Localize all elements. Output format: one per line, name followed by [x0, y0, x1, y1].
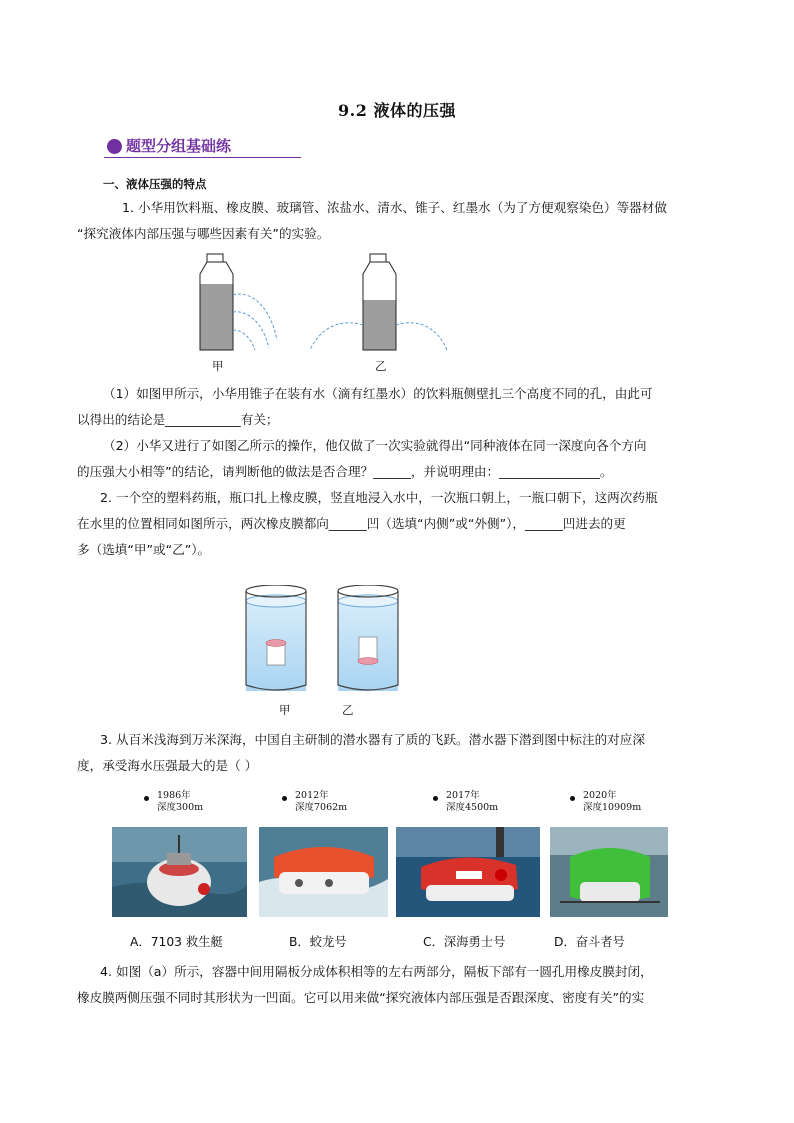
q3-line2: 度，承受海水压强最大的是（ ） — [77, 758, 258, 773]
q1-caption-yi: 乙 — [375, 359, 387, 373]
section-title: 题型分组基础练 — [126, 137, 232, 155]
bullet-icon — [570, 796, 575, 801]
sub-depth-3: 深度4500m — [446, 802, 499, 813]
bottles-figure — [195, 250, 455, 362]
submersible-photo-jiaolong — [259, 827, 388, 917]
section-header — [104, 134, 304, 160]
q1-caption-jia: 甲 — [212, 359, 224, 373]
sub-depth-4: 深度10909m — [583, 802, 642, 813]
beaker-yi — [338, 585, 398, 691]
q2-caption-jia: 甲 — [279, 703, 291, 717]
sub-year-2: 2012年 — [295, 790, 329, 801]
sub-label-2 — [295, 790, 347, 814]
beakers-figure — [240, 585, 415, 700]
sub-label-1 — [157, 790, 203, 814]
q3-option-d: D．奋斗者号 — [554, 935, 625, 949]
q2-line1: 2. 一个空的塑料药瓶，瓶口扎上橡皮膜，竖直地浸入水中，一次瓶口朝上，一瓶口朝下，这两次药瓶 — [100, 490, 658, 505]
sub-depth-1: 深度300m — [157, 802, 204, 813]
sub-label-4 — [583, 790, 641, 814]
submersible-photo-shenhaiyongshi — [396, 827, 540, 917]
bullet-icon — [144, 796, 149, 801]
q3-option-a: A．7103 救生艇 — [130, 935, 223, 949]
q2-line3: 多（选填“甲”或“乙”）。 — [77, 542, 211, 557]
q1-sub2-line1: （2）小华又进行了如图乙所示的操作，他仅做了一次实验就得出“同种液体在同一深度向各个方向 — [103, 438, 647, 453]
beaker-jia — [246, 585, 306, 691]
section-underline — [104, 157, 301, 158]
q3-option-b: B．蛟龙号 — [289, 935, 347, 949]
q2-caption-yi: 乙 — [342, 703, 354, 717]
q4-line1: 4. 如图（a）所示，容器中间用隔板分成体积相等的左右两部分，隔板下部有一圆孔用橡皮膜封闭， — [100, 964, 653, 979]
q1-line2: “探究液体内部压强与哪些因素有关”的实验。 — [77, 226, 330, 241]
submersible-photo-7103 — [112, 827, 247, 917]
q1-sub1-line2: 以得出的结论是____________有关； — [77, 412, 279, 427]
q2-line2: 在水里的位置相同如图所示，两次橡皮膜都向______凹（选填“内侧”或“外侧”），______凹进去的更 — [77, 516, 626, 531]
bottle-yi — [310, 254, 447, 350]
q1-sub2-line2: 的压强大小相等”的结论，请判断他的做法是否合理？______，并说明理由：________________。 — [77, 464, 613, 479]
q1-sub1-line1: （1）如图甲所示，小华用锥子在装有水（滴有红墨水）的饮料瓶侧壁扎三个高度不同的孔，由此可 — [103, 386, 653, 401]
q3-option-c: C．深海勇士号 — [423, 935, 506, 949]
sub-depth-2: 深度7062m — [295, 802, 348, 813]
sub-year-1: 1986年 — [157, 790, 191, 801]
bullet-icon — [282, 796, 287, 801]
bullet-icon — [107, 139, 122, 154]
bullet-icon — [433, 796, 438, 801]
sub-year-3: 2017年 — [446, 790, 480, 801]
submersible-photo-fendouzhe — [550, 827, 668, 917]
q4-line2: 橡皮膜两侧压强不同时其形状为一凹面。它可以用来做“探究液体内部压强是否跟深度、密度有关”的实 — [77, 990, 645, 1005]
heading-liquid-pressure: 一、液体压强的特点 — [103, 177, 207, 191]
sub-year-4: 2020年 — [583, 790, 617, 801]
bottle-jia — [200, 254, 277, 350]
q1-line1: 1. 小华用饮料瓶、橡皮膜、玻璃管、浓盐水、清水、锥子、红墨水（为了方便观察染色）等器材做 — [122, 200, 667, 215]
page-title: 9.2 液体的压强 — [338, 101, 456, 120]
q3-line1: 3. 从百米浅海到万米深海，中国自主研制的潜水器有了质的飞跃。潜水器下潜到图中标注的对应深 — [100, 732, 645, 747]
sub-label-3 — [446, 790, 498, 814]
